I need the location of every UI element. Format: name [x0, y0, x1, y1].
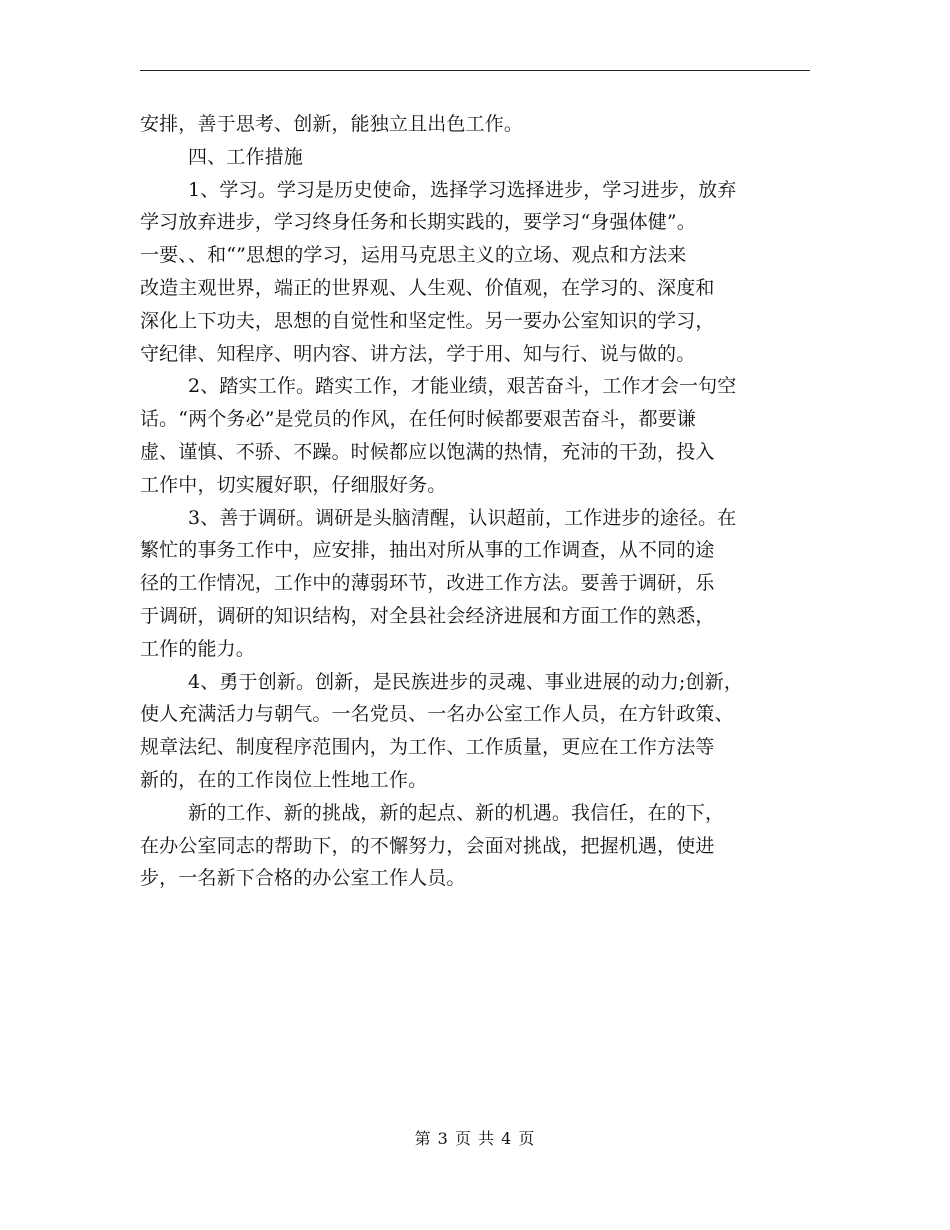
body-line: 繁忙的事务工作中，应安排，抽出对所从事的工作调查，从不同的途	[140, 539, 715, 562]
body-line: 规章法纪、制度程序范围内，为工作、工作质量，更应在工作方法等	[140, 736, 715, 759]
page-number-footer: 第 3 页 共 4 页	[414, 1129, 536, 1148]
body-line: 1、学习。学习是历史使命，选择学习选择进步，学习进步，放弃	[188, 178, 737, 201]
body-line: 径的工作情况，工作中的薄弱环节，改进工作方法。要善于调研，乐	[140, 572, 715, 595]
body-line: 工作中，切实履好职，仔细服好务。	[140, 473, 447, 496]
body-line: 守纪律、知程序、明内容、讲方法，学于用、知与行、说与做的。	[140, 342, 696, 365]
body-line: 一要、、和“”思想的学习，运用马克思主义的立场、观点和方法来	[140, 244, 687, 267]
body-line: 步，一名新下合格的办公室工作人员。	[140, 867, 466, 890]
body-line: 于调研，调研的知识结构，对全县社会经济进展和方面工作的熟悉，	[140, 604, 715, 627]
body-line: 新的工作、新的挑战，新的起点、新的机遇。我信任，在的下，	[188, 801, 725, 824]
body-line: 4、勇于创新。创新，是民族进步的灵魂、事业进展的动力;创新，	[188, 670, 743, 693]
body-line: 在办公室同志的帮助下，的不懈努力，会面对挑战，把握机遇，使进	[140, 834, 715, 857]
document-body	[140, 108, 810, 895]
body-line: 使人充满活力与朝气。一名党员、一名办公室工作人员，在方针政策、	[140, 703, 734, 726]
section-heading: 四、工作措施	[188, 145, 303, 168]
body-line: 虚、谨慎、不骄、不躁。时候都应以饱满的热情，充沛的干劲，投入	[140, 440, 715, 463]
body-line: 3、善于调研。调研是头脑清醒，认识超前，工作进步的途径。在	[188, 506, 737, 529]
body-line: 新的，在的工作岗位上性地工作。	[140, 768, 428, 791]
body-line: 工作的能力。	[140, 637, 255, 660]
body-line: 改造主观世界，端正的世界观、人生观、价值观，在学习的、深度和	[140, 276, 715, 299]
body-line: 深化上下功夫，思想的自觉性和坚定性。另一要办公室知识的学习，	[140, 309, 715, 332]
body-line: 学习放弃进步，学习终身任务和长期实践的，要学习“身强体健”。	[140, 211, 696, 234]
header-rule	[140, 70, 810, 71]
body-line: 2、踏实工作。踏实工作，才能业绩，艰苦奋斗，工作才会一句空	[188, 375, 737, 398]
body-line: 话。“两个务必”是党员的作风，在任何时候都要艰苦奋斗，都要谦	[140, 408, 696, 431]
body-line: 安排，善于思考、创新，能独立且出色工作。	[140, 113, 524, 135]
